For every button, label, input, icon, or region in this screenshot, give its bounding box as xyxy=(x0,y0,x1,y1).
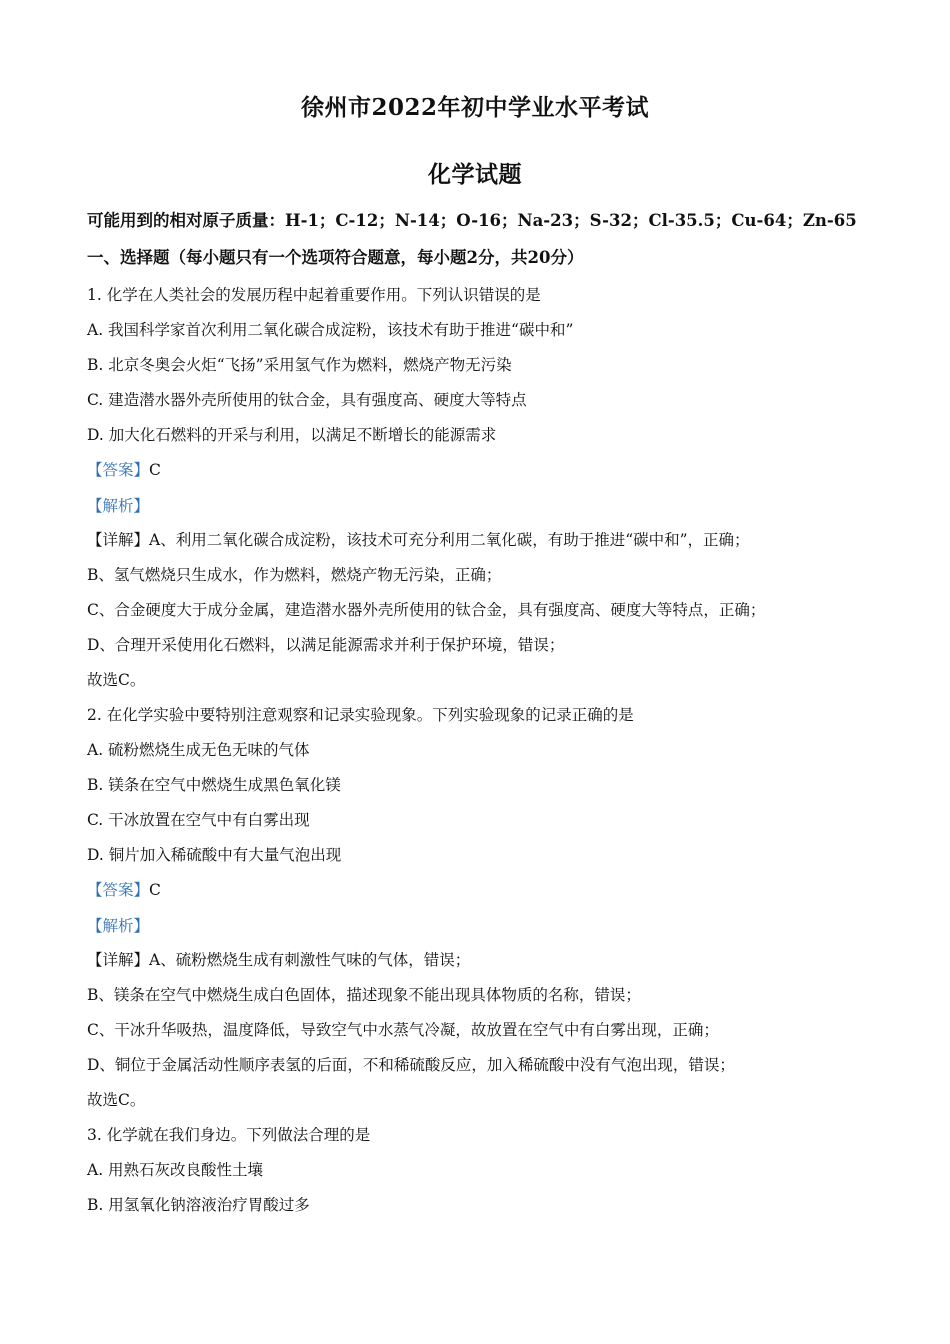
question-3-option-b: B. 用氢氧化钠溶液治疗胃酸过多 xyxy=(87,1196,310,1214)
detail-tag: 【详解】 xyxy=(87,531,150,549)
question-2-option-d: D. 铜片加入稀硫酸中有大量气泡出现 xyxy=(87,846,342,864)
question-3-option-a: A. 用熟石灰改良酸性土壤 xyxy=(87,1161,264,1179)
question-2-option-c: C. 干冰放置在空气中有白雾出现 xyxy=(87,811,310,829)
question-2-conclusion: 故选C。 xyxy=(87,1091,146,1109)
question-2-detail-c: C、干冰升华吸热，温度降低，导致空气中水蒸气冷凝，故放置在空气中有白雾出现，正确； xyxy=(87,1021,719,1039)
question-2-stem: 2. 在化学实验中要特别注意观察和记录实验现象。下列实验现象的记录正确的是 xyxy=(87,706,634,724)
page-subtitle: 化学试题 xyxy=(428,161,522,188)
analysis-tag: 【解析】 xyxy=(87,497,150,515)
question-2-option-b: B. 镁条在空气中燃烧生成黑色氧化镁 xyxy=(87,776,341,794)
detail-text: A、利用二氧化碳合成淀粉，该技术可充分利用二氧化碳，有助于推进“碳中和”，正确； xyxy=(149,531,750,549)
question-1-answer xyxy=(87,460,877,480)
question-1-detail-b: B、氢气燃烧只生成水，作为燃料，燃烧产物无污染，正确； xyxy=(87,566,502,584)
answer-value: C xyxy=(149,461,161,479)
atomic-masses: 可能用到的相对原子质量：H-1；C-12；N-14；O-16；Na-23；S-32；Cl-35.5；Cu-64；Zn-65 xyxy=(87,211,857,230)
question-2-detail-a xyxy=(87,950,877,970)
analysis-tag: 【解析】 xyxy=(87,917,150,935)
question-1-conclusion: 故选C。 xyxy=(87,671,146,689)
question-1-option-b: B. 北京冬奥会火炬“飞扬”采用氢气作为燃料，燃烧产物无污染 xyxy=(87,356,512,374)
detail-tag: 【详解】 xyxy=(87,951,150,969)
question-1-option-d: D. 加大化石燃料的开采与利用，以满足不断增长的能源需求 xyxy=(87,426,497,444)
answer-tag: 【答案】 xyxy=(87,881,150,899)
answer-tag: 【答案】 xyxy=(87,461,150,479)
question-1-detail-a xyxy=(87,530,877,550)
page-title: 徐州市2022年初中学业水平考试 xyxy=(300,94,649,121)
question-2-option-a: A. 硫粉燃烧生成无色无味的气体 xyxy=(87,741,310,759)
question-2-detail-b: B、镁条在空气中燃烧生成白色固体，描述现象不能出现具体物质的名称，错误； xyxy=(87,986,641,1004)
question-1-option-a: A. 我国科学家首次利用二氧化碳合成淀粉，该技术有助于推进“碳中和” xyxy=(87,321,574,339)
section-heading: 一、选择题（每小题只有一个选项符合题意，每小题2分，共20分） xyxy=(87,248,584,267)
question-3-stem: 3. 化学就在我们身边。下列做法合理的是 xyxy=(87,1126,371,1144)
question-2-answer xyxy=(87,880,877,900)
question-1-detail-d: D、合理开采使用化石燃料，以满足能源需求并利于保护环境，错误； xyxy=(87,636,565,654)
question-1-option-c: C. 建造潜水器外壳所使用的钛合金，具有强度高、硬度大等特点 xyxy=(87,391,527,409)
question-2-detail-d: D、铜位于金属活动性顺序表氢的后面，不和稀硫酸反应，加入稀硫酸中没有气泡出现，错误； xyxy=(87,1056,735,1074)
question-1-detail-c: C、合金硬度大于成分金属，建造潜水器外壳所使用的钛合金，具有强度高、硬度大等特点，正确； xyxy=(87,601,766,619)
answer-value: C xyxy=(149,881,161,899)
detail-text: A、硫粉燃烧生成有刺激性气味的气体，错误； xyxy=(149,951,471,969)
question-1-analysis xyxy=(87,496,877,516)
question-2-analysis xyxy=(87,916,877,936)
question-1-stem: 1. 化学在人类社会的发展历程中起着重要作用。下列认识错误的是 xyxy=(87,286,541,304)
